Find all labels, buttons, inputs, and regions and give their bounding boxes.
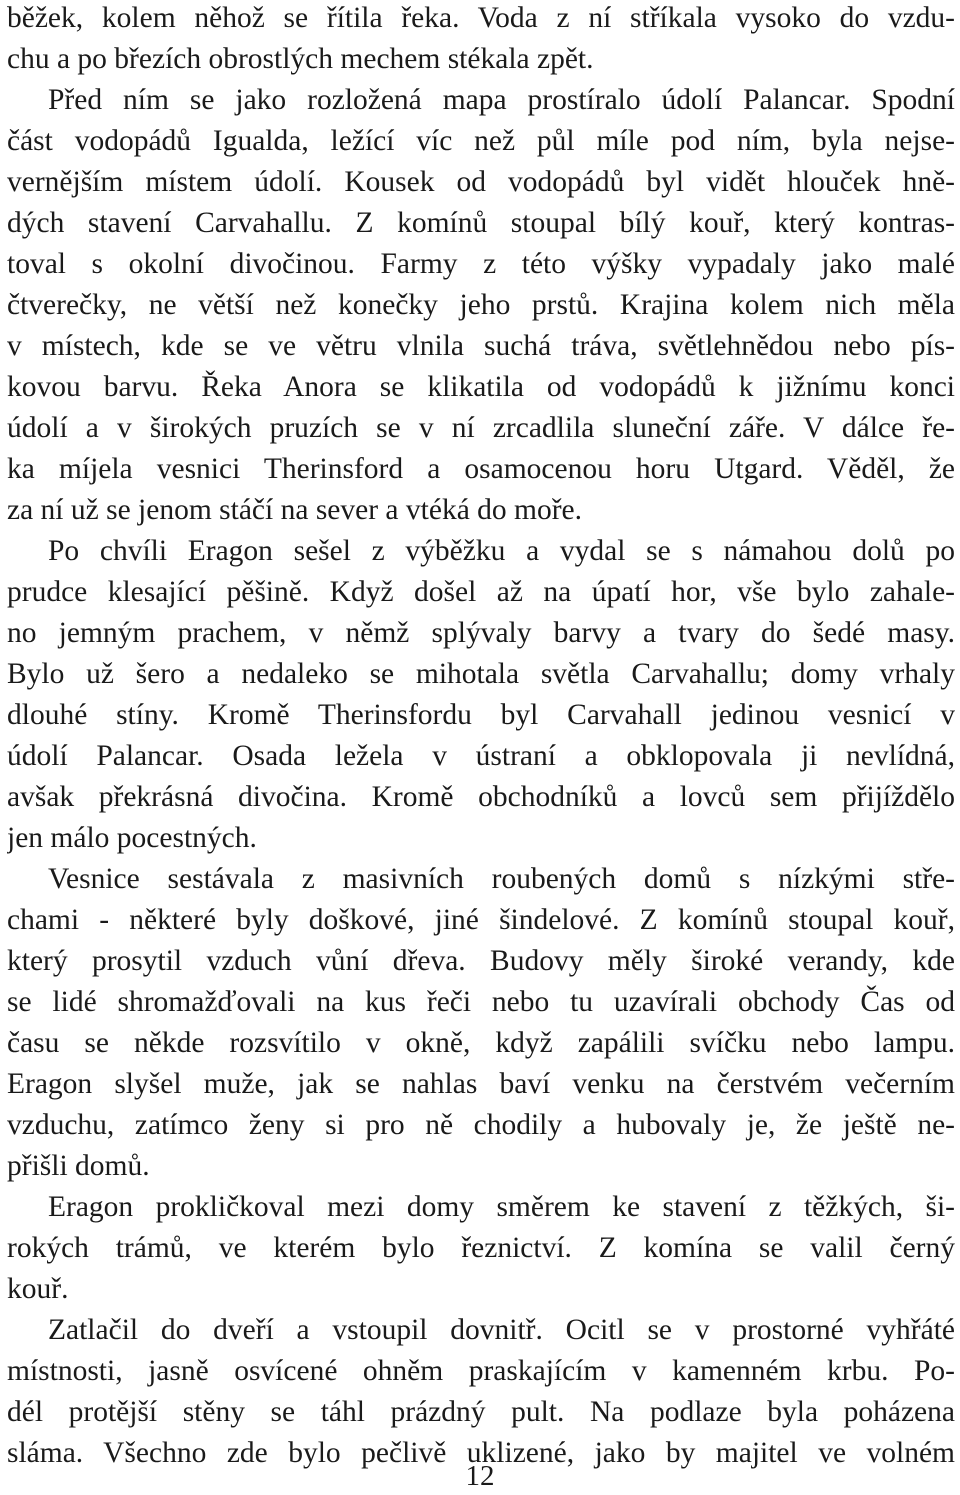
text-line: údolí a v širokých pruzích se v ní zrcadlila sluneční záře. V dálce ře- — [7, 412, 955, 444]
text-line: Zatlačil do dveří a vstoupil dovnitř. Ocitl se v prostorné vyhřáté — [48, 1314, 955, 1346]
text-line: čtverečky, ne větší než konečky jeho prstů. Krajina kolem nich měla — [7, 289, 955, 321]
text-line: kovou barvu. Řeka Anora se klikatila od vodopádů k jižnímu konci — [7, 371, 955, 403]
text-line: přišli domů. — [7, 1150, 150, 1182]
text-line: avšak překrásná divočina. Kromě obchodníků a lovců sem přijíždělo — [7, 781, 955, 813]
text-line: no jemným prachem, v němž splývaly barvy a tvary do šedé masy. — [7, 617, 955, 649]
text-line: údolí Palancar. Osada ležela v ústraní a obklopovala ji nevlídná, — [7, 740, 955, 772]
text-line: chami - některé byly doškové, jiné šindelové. Z komínů stoupal kouř, — [7, 904, 955, 936]
text-line: dých stavení Carvahallu. Z komínů stoupal bílý kouř, který kontras- — [7, 207, 955, 239]
text-line: Bylo už šero a nedaleko se mihotala světla Carvahallu; domy vrhaly — [7, 658, 955, 690]
text-line: který prosytil vzduch vůní dřeva. Budovy měly široké verandy, kde — [7, 945, 955, 977]
text-line: dél protější stěny se táhl prázdný pult. Na podlaze byla poházena — [7, 1396, 955, 1428]
body-text — [7, 0, 955, 1474]
page-number: 12 — [465, 1460, 495, 1492]
text-line: za ní už se jenom stáčí na sever a vtéká do moře. — [7, 494, 583, 526]
text-line: ka míjela vesnici Therinsford a osamocenou horu Utgard. Věděl, že — [7, 453, 955, 485]
text-line: Před ním se jako rozložená mapa prostíralo údolí Palancar. Spodní — [48, 84, 955, 116]
text-line: vernějším místem údolí. Kousek od vodopádů byl vidět hlouček hně- — [7, 166, 955, 198]
text-line: rokých trámů, ve kterém bylo řeznictví. Z komína se valil černý — [7, 1232, 955, 1264]
text-line: v místech, kde se ve větru vlnila suchá tráva, světlehnědou nebo pís- — [7, 330, 955, 362]
text-line: dlouhé stíny. Kromě Therinsfordu byl Carvahall jedinou vesnicí v — [7, 699, 955, 731]
text-line: toval s okolní divočinou. Farmy z této výšky vypadaly jako malé — [7, 248, 955, 280]
text-line: chu a po březích obrostlých mechem stékala zpět. — [7, 43, 594, 75]
text-line: Vesnice sestávala z masivních roubených domů s nízkými stře- — [48, 863, 955, 895]
text-line: se lidé shromažďovali na kus řeči nebo tu uzavírali obchody Čas od — [7, 986, 955, 1018]
text-line: času se někde rozsvítilo v okně, když zapálili svíčku nebo lampu. — [7, 1027, 955, 1059]
text-line: vzduchu, zatímco ženy si pro ně chodily a hubovaly je, že ještě ne- — [7, 1109, 955, 1141]
text-line: část vodopádů Igualda, ležící víc než půl míle pod ním, byla nejse- — [7, 125, 955, 157]
text-line: prudce klesající pěšině. Když došel až na úpatí hor, vše bylo zahale- — [7, 576, 955, 608]
text-line: Eragon prokličkoval mezi domy směrem ke stavení z těžkých, ši- — [48, 1191, 955, 1223]
text-line: sláma. Všechno zde bylo pečlivě uklizené, jako by majitel ve volném — [7, 1437, 955, 1469]
text-line: Eragon slyšel muže, jak se nahlas baví venku na čerstvém večerním — [7, 1068, 955, 1100]
text-line: kouř. — [7, 1273, 69, 1305]
text-line: běžek, kolem něhož se řítila řeka. Voda z ní stříkala vysoko do vzdu- — [7, 2, 955, 34]
text-line: jen málo pocestných. — [7, 822, 257, 854]
text-line: místnosti, jasně osvícené ohněm praskajícím v kamenném krbu. Po- — [7, 1355, 955, 1387]
text-line: Po chvíli Eragon sešel z výběžku a vydal se s námahou dolů po — [48, 535, 955, 567]
